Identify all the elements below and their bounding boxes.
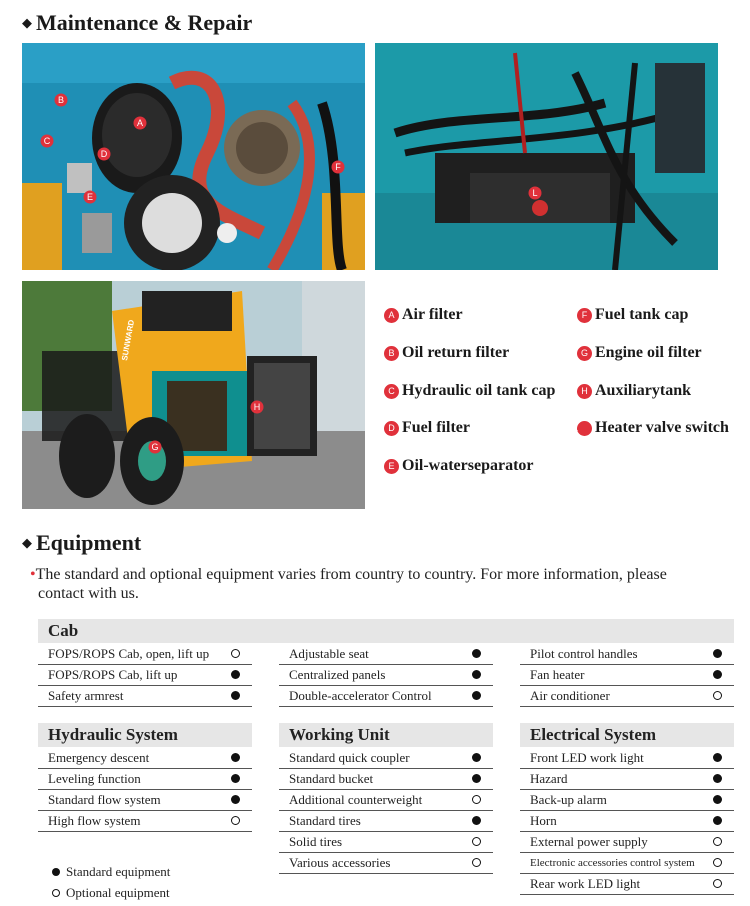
standard-marker [472,816,481,825]
optional-marker [713,691,722,700]
standard-marker [231,691,240,700]
standard-marker [231,670,240,679]
table-row: Horn [520,811,734,832]
table-row: Standard bucket [279,769,493,790]
cab-header: Cab [38,619,734,643]
optional-marker [713,837,722,846]
standard-marker [231,753,240,762]
badge-g: G [577,346,592,361]
photo-label-f: F [335,162,341,172]
standard-marker [472,774,481,783]
photo-label-a: A [136,118,144,128]
machine-brand: SUNWARD [120,319,137,362]
table-row: High flow system [38,811,252,832]
table-row: Adjustable seat [279,644,493,665]
table-row: Solid tires [279,832,493,853]
table-row: Standard flow system [38,790,252,811]
valve-block-photo [375,43,718,270]
table-row: External power supply [520,832,734,853]
table-row: Pilot control handles [520,644,734,665]
table-row: Rear work LED light [520,874,734,895]
table-row: Hazard [520,769,734,790]
badge-d: D [384,421,399,436]
machine-side-photo [22,281,365,509]
table-row: Standard tires [279,811,493,832]
optional-marker [713,879,722,888]
table-row: FOPS/ROPS Cab, lift up [38,665,252,686]
table-row: Back-up alarm [520,790,734,811]
table-row: Leveling function [38,769,252,790]
equipment-note: •The standard and optional equipment varies from country to country. For more information, please contact with us. [30,566,667,602]
engine-bay-photo [22,43,365,270]
badge-a: A [384,308,399,323]
standard-marker [713,649,722,658]
table-row: Various accessories [279,853,493,874]
standard-marker [713,774,722,783]
table-row: Emergency descent [38,748,252,769]
standard-marker [713,795,722,804]
legend-item-auxiliary-tank: H Auxiliarytank [577,381,691,400]
standard-marker [231,795,240,804]
diamond-icon: ◆ [22,535,32,550]
table-row: FOPS/ROPS Cab, open, lift up [38,644,252,665]
badge-f: F [577,308,592,323]
photo-label-e: E [86,192,94,202]
optional-marker-icon [52,889,60,897]
standard-marker [713,753,722,762]
photo-label-g: G [151,442,159,452]
standard-marker [472,670,481,679]
badge-h: H [577,384,592,399]
hydraulic-system-header: Hydraulic System [38,723,252,747]
badge-e: E [384,459,399,474]
key-optional: Optional equipment [52,885,170,901]
optional-marker [231,816,240,825]
badge-c: C [384,384,399,399]
photo-label-d: D [100,149,108,159]
standard-marker [713,670,722,679]
legend-item-fuel-tank-cap: F Fuel tank cap [577,305,688,324]
legend-item-oil-water-separator: E Oil-waterseparator [384,456,534,475]
optional-marker [472,837,481,846]
table-row: Additional counterweight [279,790,493,811]
maintenance-title: ◆ Maintenance & Repair [22,10,253,35]
table-row: Double-accelerator Control [279,686,493,707]
optional-marker [231,649,240,658]
photo-label-h: H [253,402,261,412]
table-row: Fan heater [520,665,734,686]
table-row: Front LED work light [520,748,734,769]
key-standard: Standard equipment [52,864,170,880]
table-row: Standard quick coupler [279,748,493,769]
legend-item-air-filter: A Air filter [384,305,463,324]
photo-label-c: C [43,136,51,146]
optional-marker [472,858,481,867]
legend-item-fuel-filter: D Fuel filter [384,418,470,437]
legend-item-heater-valve-switch: L Heater valve switch [572,419,729,436]
legend-item-engine-oil-filter: G Engine oil filter [577,343,702,362]
working-unit-header: Working Unit [279,723,493,747]
legend-item-hydraulic-oil-tank-cap: C Hydraulic oil tank cap [384,381,555,400]
legend-item-oil-return-filter: B Oil return filter [384,343,509,362]
standard-marker [713,816,722,825]
bullet-icon: • [30,566,36,583]
table-row: Air conditioner [520,686,734,707]
equipment-title: ◆ Equipment [22,530,142,555]
standard-marker [472,649,481,658]
badge-l: L [577,421,592,436]
standard-marker [472,753,481,762]
photo-label-b: B [57,95,65,105]
table-row: Safety armrest [38,686,252,707]
standard-marker [472,691,481,700]
table-row: Electronic accessories control system [520,853,734,874]
optional-marker [472,795,481,804]
standard-marker-icon [52,868,60,876]
optional-marker [713,858,722,867]
diamond-icon: ◆ [22,15,32,30]
standard-marker [231,774,240,783]
electrical-system-header: Electrical System [520,723,734,747]
table-row: Centralized panels [279,665,493,686]
photo-label-l: L [532,188,538,198]
badge-b: B [384,346,399,361]
